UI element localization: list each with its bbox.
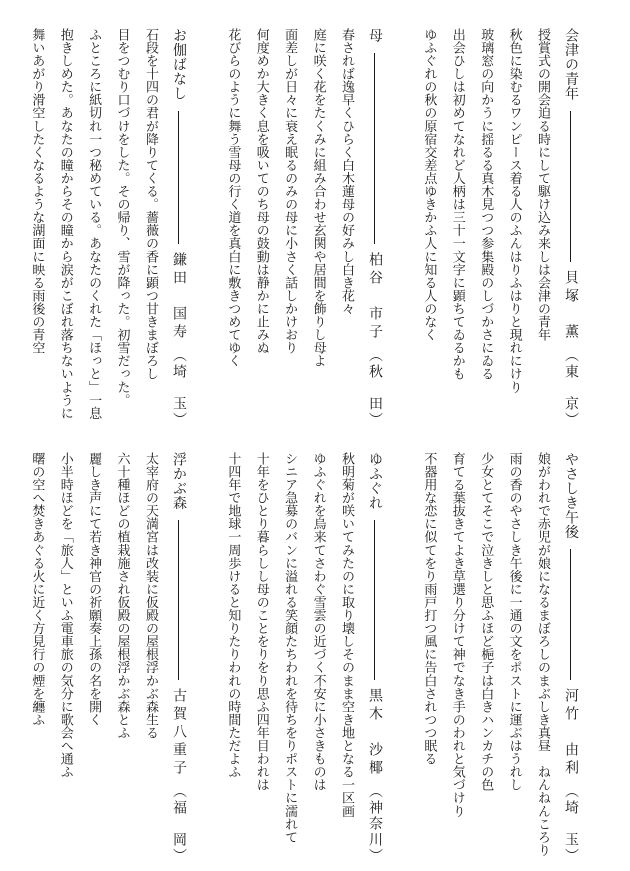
poem-line: 抱きしめた。あなたの瞳からその瞳から涙がこぼれ落ちないように (57, 28, 73, 420)
poem-line: 曙の空へ焚きあぐる火に近く方見行の煙を纏ふ (29, 452, 45, 727)
poem-section-haha (218, 28, 390, 428)
poem-line: 十年をひとり暮らしし母のことをりをり思ふ四年目われは (253, 452, 269, 792)
poem-line: 少女とてそこで泣きしと思ふほど梔子は白きハンカチの色 (478, 452, 494, 792)
section-heading (164, 28, 194, 428)
poem-section-aizu (414, 28, 586, 428)
author-prefecture: （東 京） (563, 348, 579, 428)
section-title: 会津の青年 (563, 28, 579, 101)
author-prefecture: （秋 田） (366, 348, 383, 428)
poem-line: 秋明菊が咲いてみたのに取り壊しそのまま空き地となる一区画 (338, 452, 354, 818)
poem-line: 不器用な恋に似てをり雨戸打つ風に告白されつつ眠る (421, 452, 437, 766)
section-title: 母 (366, 28, 383, 43)
poem-line: 目をつむり口づけをした。その帰り、雪が降った。初雪だった。 (114, 28, 130, 407)
dash-rule (374, 53, 376, 245)
author-prefecture: （埼 玉） (563, 784, 579, 864)
dash-rule (178, 520, 180, 680)
poem-line: 小半時ほどを「旅人」といふ電車旅の気分に歌会へ通ふ (57, 452, 73, 779)
poem-line: 娘がわれで赤児が娘になるまぼろしのまぶしき真昼 ねんねんころり (535, 452, 550, 857)
author-name: 河竹 由利 (563, 688, 579, 778)
poem-line: 舞いあがり滑空したくなるような湖面に映る雨後の青空 (29, 28, 45, 355)
poem-section-ukabumori (22, 452, 194, 864)
author-name: 黒木 沙椰 (366, 688, 383, 778)
author-prefecture: （埼 玉） (170, 348, 187, 428)
poem-line: 出会ひしは初めてなれど人柄は三十一文字に顕ちてゐるかも (449, 28, 465, 381)
section-heading (360, 28, 390, 428)
poem-line: 花びらのように舞う雪母の行く道を真白に敷きつめてゆく (225, 28, 241, 368)
poem-section-yasashiki (414, 452, 586, 864)
poem-line: ゆふぐれの秋の原宿交差点ゆきかふ人に知る人のなく (421, 28, 437, 342)
poem-line: 面差しが日々に衰え眠るのみの母に小さく話しかけおり (282, 28, 298, 355)
poem-section-yuugure (218, 452, 390, 864)
section-heading (556, 28, 586, 428)
section-heading (164, 452, 194, 864)
poem-line: ゆふぐれを烏来てさわぐ雪雲の近づく不安に小さきものは (310, 452, 326, 792)
poem-line: 授賞式の開会迫る時にして駆け込み来しは会津の青年 (535, 28, 550, 342)
dash-rule (374, 520, 376, 680)
author-name: 鎌田 国寿 (170, 252, 187, 342)
poem-line: 麗しき声にて若き神官の祈願奏上孫の名を開く (86, 452, 102, 727)
poem-line: 六十種ほどの植栽施され仮殿の屋根浮かぶ森とふ (114, 452, 130, 740)
author-name: 古賀八重子 (170, 688, 187, 778)
poem-line: ふところに紙切れ一つ秘めている。あなたのくれた「ほっと」一息 (86, 28, 102, 420)
poem-line: 太宰府の天満宮は改装に仮殿の屋根浮かぶ森生る (142, 452, 158, 740)
poem-line: 秋色に染むるワンピース着る人のふんはりふはりと現れにけり (506, 28, 522, 394)
section-title: やさしき午後 (563, 452, 579, 539)
poem-line: 十四年で地球一周歩けると知りたりわれの時間ただよふ (225, 452, 241, 779)
top-row (0, 28, 630, 428)
poem-line: 何度めか大きく息を吸いてのち母の鼓動は静かに止みぬ (253, 28, 269, 355)
dash-rule (570, 549, 572, 680)
poem-line: 雨の香のやさしき午後に一通の文をポストに運ぶはうれし (506, 452, 522, 792)
poem-line: シニア急募のバンに溢れる笑顔たちわれを待ちをりポストに濡れて (282, 452, 298, 844)
poem-section-otogi (22, 28, 194, 428)
poem-line: 玻璃窓の向かうに揺るる真木見つつ参集殿のしづかさにゐる (478, 28, 494, 381)
section-title: お伽ばなし (170, 28, 187, 101)
dash-rule (570, 111, 572, 263)
bottom-row (0, 452, 630, 864)
poem-line: 石段を十四の君が降りてくる。薔薇の香に顕つ甘きまぼろし (142, 28, 158, 381)
section-heading (556, 452, 586, 864)
poem-line: 春されば逸早くひらく白木蓮母の好みし白き花々 (338, 28, 354, 316)
dash-rule (178, 111, 180, 245)
section-heading (360, 452, 390, 864)
section-title: 浮かぶ森 (170, 452, 187, 510)
poem-line: 育てる葉抜きてよき草選り分けて神でなき手のわれと気づけり (449, 452, 465, 818)
section-title: ゆふぐれ (366, 452, 383, 510)
author-name: 柏谷 市子 (366, 252, 383, 342)
author-name: 貝塚 薫 (563, 270, 579, 342)
poem-line: 庭に咲く花をたくみに組み合わせ玄関や居間を飾りし母よ (310, 28, 326, 368)
author-prefecture: （神奈川） (366, 784, 383, 864)
author-prefecture: （福 岡） (170, 784, 187, 864)
